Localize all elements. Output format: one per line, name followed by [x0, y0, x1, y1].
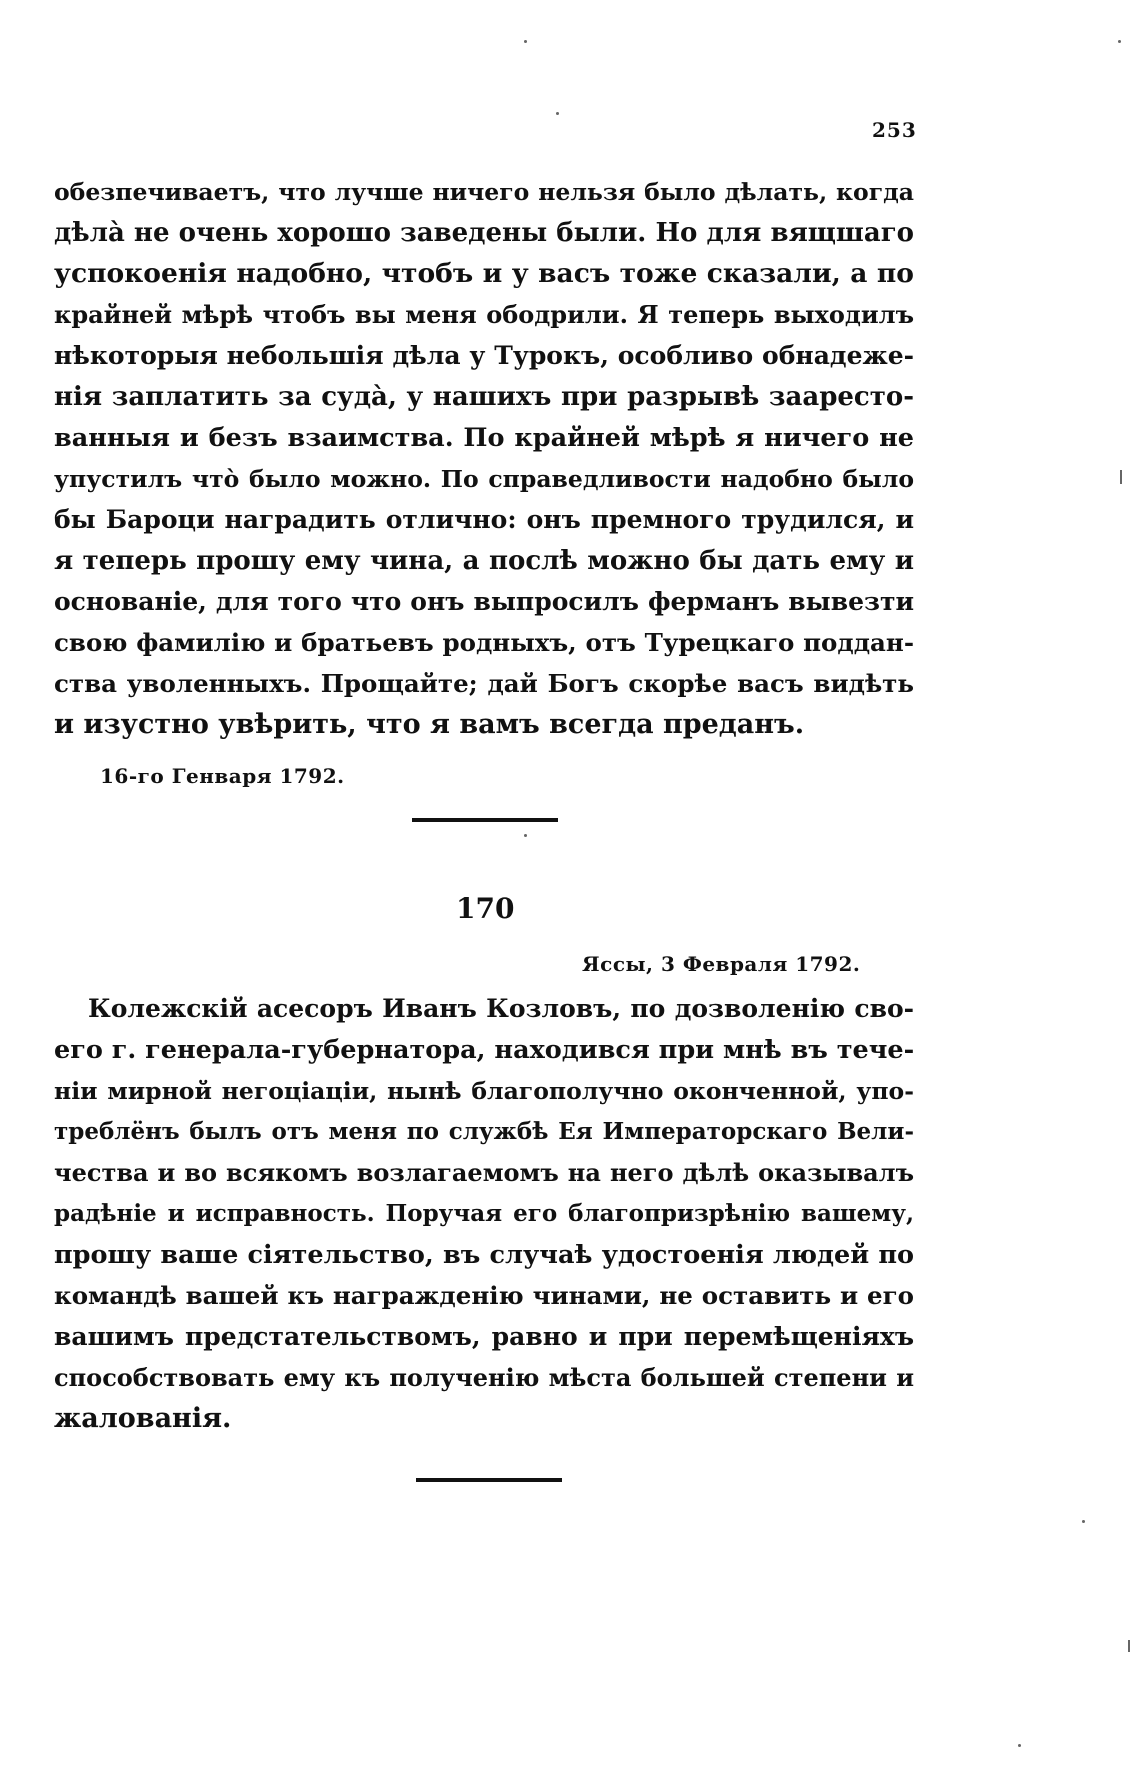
scan-speck [1128, 1640, 1130, 1652]
text-line: нія заплатить за судà, у нашихъ при разрывѣ зааресто- [54, 382, 914, 412]
letter-170-dateline: Яссы, 3 Февраля 1792. [582, 952, 861, 976]
text-line: радѣніе и исправность. Поручая его благопризрѣнію вашему, [54, 1200, 914, 1227]
text-line: ніи мирной негоціаціи, нынѣ благополучно оконченной, упо- [54, 1077, 914, 1105]
text-line: чества и во всякомъ возлагаемомъ на него дѣлѣ оказывалъ [54, 1158, 914, 1187]
letter-169-date: 16-го Генваря 1792. [100, 764, 345, 788]
text-line: вашимъ предстательствомъ, равно и при перемѣщеніяхъ [54, 1322, 914, 1351]
scan-speck [524, 834, 527, 837]
text-line: способствовать ему къ полученію мѣста большей степени и [54, 1363, 914, 1392]
text-line: жалованія. [54, 1403, 232, 1434]
text-line: командѣ вашей къ награжденію чинами, не оставить и его [54, 1281, 914, 1310]
scan-speck [1120, 470, 1122, 484]
text-line: ванныя и безъ взаимства. По крайней мѣрѣ я ничего не [54, 423, 914, 453]
text-line: я теперь прошу ему чина, а послѣ можно бы дать ему и [54, 546, 914, 576]
text-line: упустилъ чтò было можно. По справедливости надобно было [54, 465, 914, 493]
section-divider [412, 818, 558, 822]
scan-speck [1018, 1744, 1021, 1747]
text-line: дѣлà не очень хорошо заведены были. Но для вящшаго [54, 218, 914, 248]
text-line: основаніе, для того что онъ выпросилъ ферманъ вывезти [54, 587, 914, 616]
scan-speck [524, 40, 527, 43]
scan-speck [556, 112, 559, 115]
text-line: обезпечиваетъ, что лучше ничего нельзя было дѣлать, когда [54, 178, 914, 206]
text-line: прошу ваше сіятельство, въ случаѣ удостоенія людей по [54, 1240, 914, 1270]
text-line: бы Бароци наградить отлично: онъ премного трудился, и [54, 505, 914, 534]
text-line: нѣкоторыя небольшія дѣла у Турокъ, особливо обнадеже- [54, 341, 914, 370]
text-line: Колежскій асесоръ Иванъ Козловъ, по дозволенію сво- [88, 994, 914, 1023]
scan-speck [1082, 1520, 1085, 1523]
text-line: его г. генерала-губернатора, находився при мнѣ въ тече- [54, 1035, 915, 1065]
page-number: 253 [872, 118, 917, 142]
text-line: треблёнъ былъ отъ меня по службѣ Ея Императорскаго Вели- [54, 1118, 914, 1145]
text-line: и изустно увѣрить, что я вамъ всегда преданъ. [54, 709, 805, 740]
scan-speck [1118, 40, 1121, 43]
section-divider [416, 1478, 562, 1482]
text-line: крайней мѣрѣ чтобъ вы меня ободрили. Я теперь выходилъ [54, 300, 914, 329]
text-line: успокоенія надобно, чтобъ и у васъ тоже сказали, а по [54, 258, 914, 289]
letter-number: 170 [456, 892, 515, 925]
text-line: ства уволенныхъ. Прощайте; дай Богъ скорѣе васъ видѣть [54, 669, 914, 698]
text-line: свою фамилію и братьевъ родныхъ, отъ Турецкаго поддан- [54, 628, 914, 657]
